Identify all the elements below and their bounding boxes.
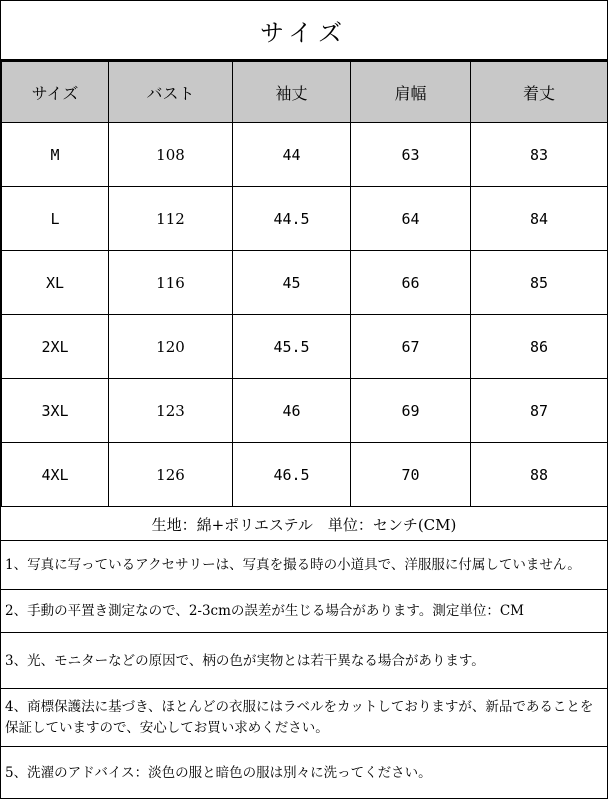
note-item [1, 541, 607, 590]
cell-length: 84 [471, 187, 608, 251]
note-item [1, 591, 607, 633]
cell-bust: 123 [109, 379, 233, 443]
cell-length: 86 [471, 315, 608, 379]
header-length: 着丈 [471, 62, 608, 123]
cell-size: 4XL [2, 443, 109, 507]
note-item [1, 690, 607, 747]
note-text: 4、商標保護法に基づき、ほとんどの衣服にはラベルをカットしておりますが、新品であることを保証していますので、安心してお買い求めください。 [5, 699, 594, 736]
header-shoulder: 肩幅 [351, 62, 471, 123]
cell-shoulder: 70 [351, 443, 471, 507]
cell-shoulder: 69 [351, 379, 471, 443]
size-table [1, 61, 608, 507]
cell-bust: 116 [109, 251, 233, 315]
table-row [2, 123, 608, 187]
cell-shoulder: 66 [351, 251, 471, 315]
cell-shoulder: 67 [351, 315, 471, 379]
cell-size: 3XL [2, 379, 109, 443]
cell-size: M [2, 123, 109, 187]
table-row [2, 443, 608, 507]
table-header-row [2, 62, 608, 123]
note-text: 2、手動の平置き測定なので、2-3cmの誤差が生じる場合があります。測定単位：CM [5, 603, 524, 619]
cell-bust: 108 [109, 123, 233, 187]
table-row [2, 251, 608, 315]
cell-sleeve: 45 [233, 251, 351, 315]
cell-length: 88 [471, 443, 608, 507]
cell-size: XL [2, 251, 109, 315]
cell-bust: 120 [109, 315, 233, 379]
header-size: サイズ [2, 62, 109, 123]
cell-length: 87 [471, 379, 608, 443]
note-item [1, 634, 607, 689]
note-text: 3、光、モニターなどの原因で、柄の色が実物とは若干異なる場合があります。 [5, 652, 485, 669]
cell-sleeve: 46.5 [233, 443, 351, 507]
table-row [2, 379, 608, 443]
cell-sleeve: 44.5 [233, 187, 351, 251]
cell-bust: 112 [109, 187, 233, 251]
cell-sleeve: 45.5 [233, 315, 351, 379]
page-title: サイズ [1, 1, 607, 61]
cell-shoulder: 63 [351, 123, 471, 187]
note-item [1, 748, 607, 798]
cell-size: L [2, 187, 109, 251]
table-row [2, 315, 608, 379]
cell-bust: 126 [109, 443, 233, 507]
header-sleeve: 袖丈 [233, 62, 351, 123]
note-text: 1、写真に写っているアクセサリーは、写真を撮る時の小道具で、洋服服に付属していません。 [5, 556, 581, 573]
cell-length: 83 [471, 123, 608, 187]
cell-length: 85 [471, 251, 608, 315]
table-row [2, 187, 608, 251]
cell-shoulder: 64 [351, 187, 471, 251]
header-bust: バスト [109, 62, 233, 123]
cell-sleeve: 44 [233, 123, 351, 187]
cell-size: 2XL [2, 315, 109, 379]
cell-sleeve: 46 [233, 379, 351, 443]
material-unit-line: 生地：綿+ポリエステル 単位：センチ(CM) [1, 508, 607, 541]
note-text: 5、洗濯のアドバイス：淡色の服と暗色の服は別々に洗ってください。 [5, 764, 432, 781]
